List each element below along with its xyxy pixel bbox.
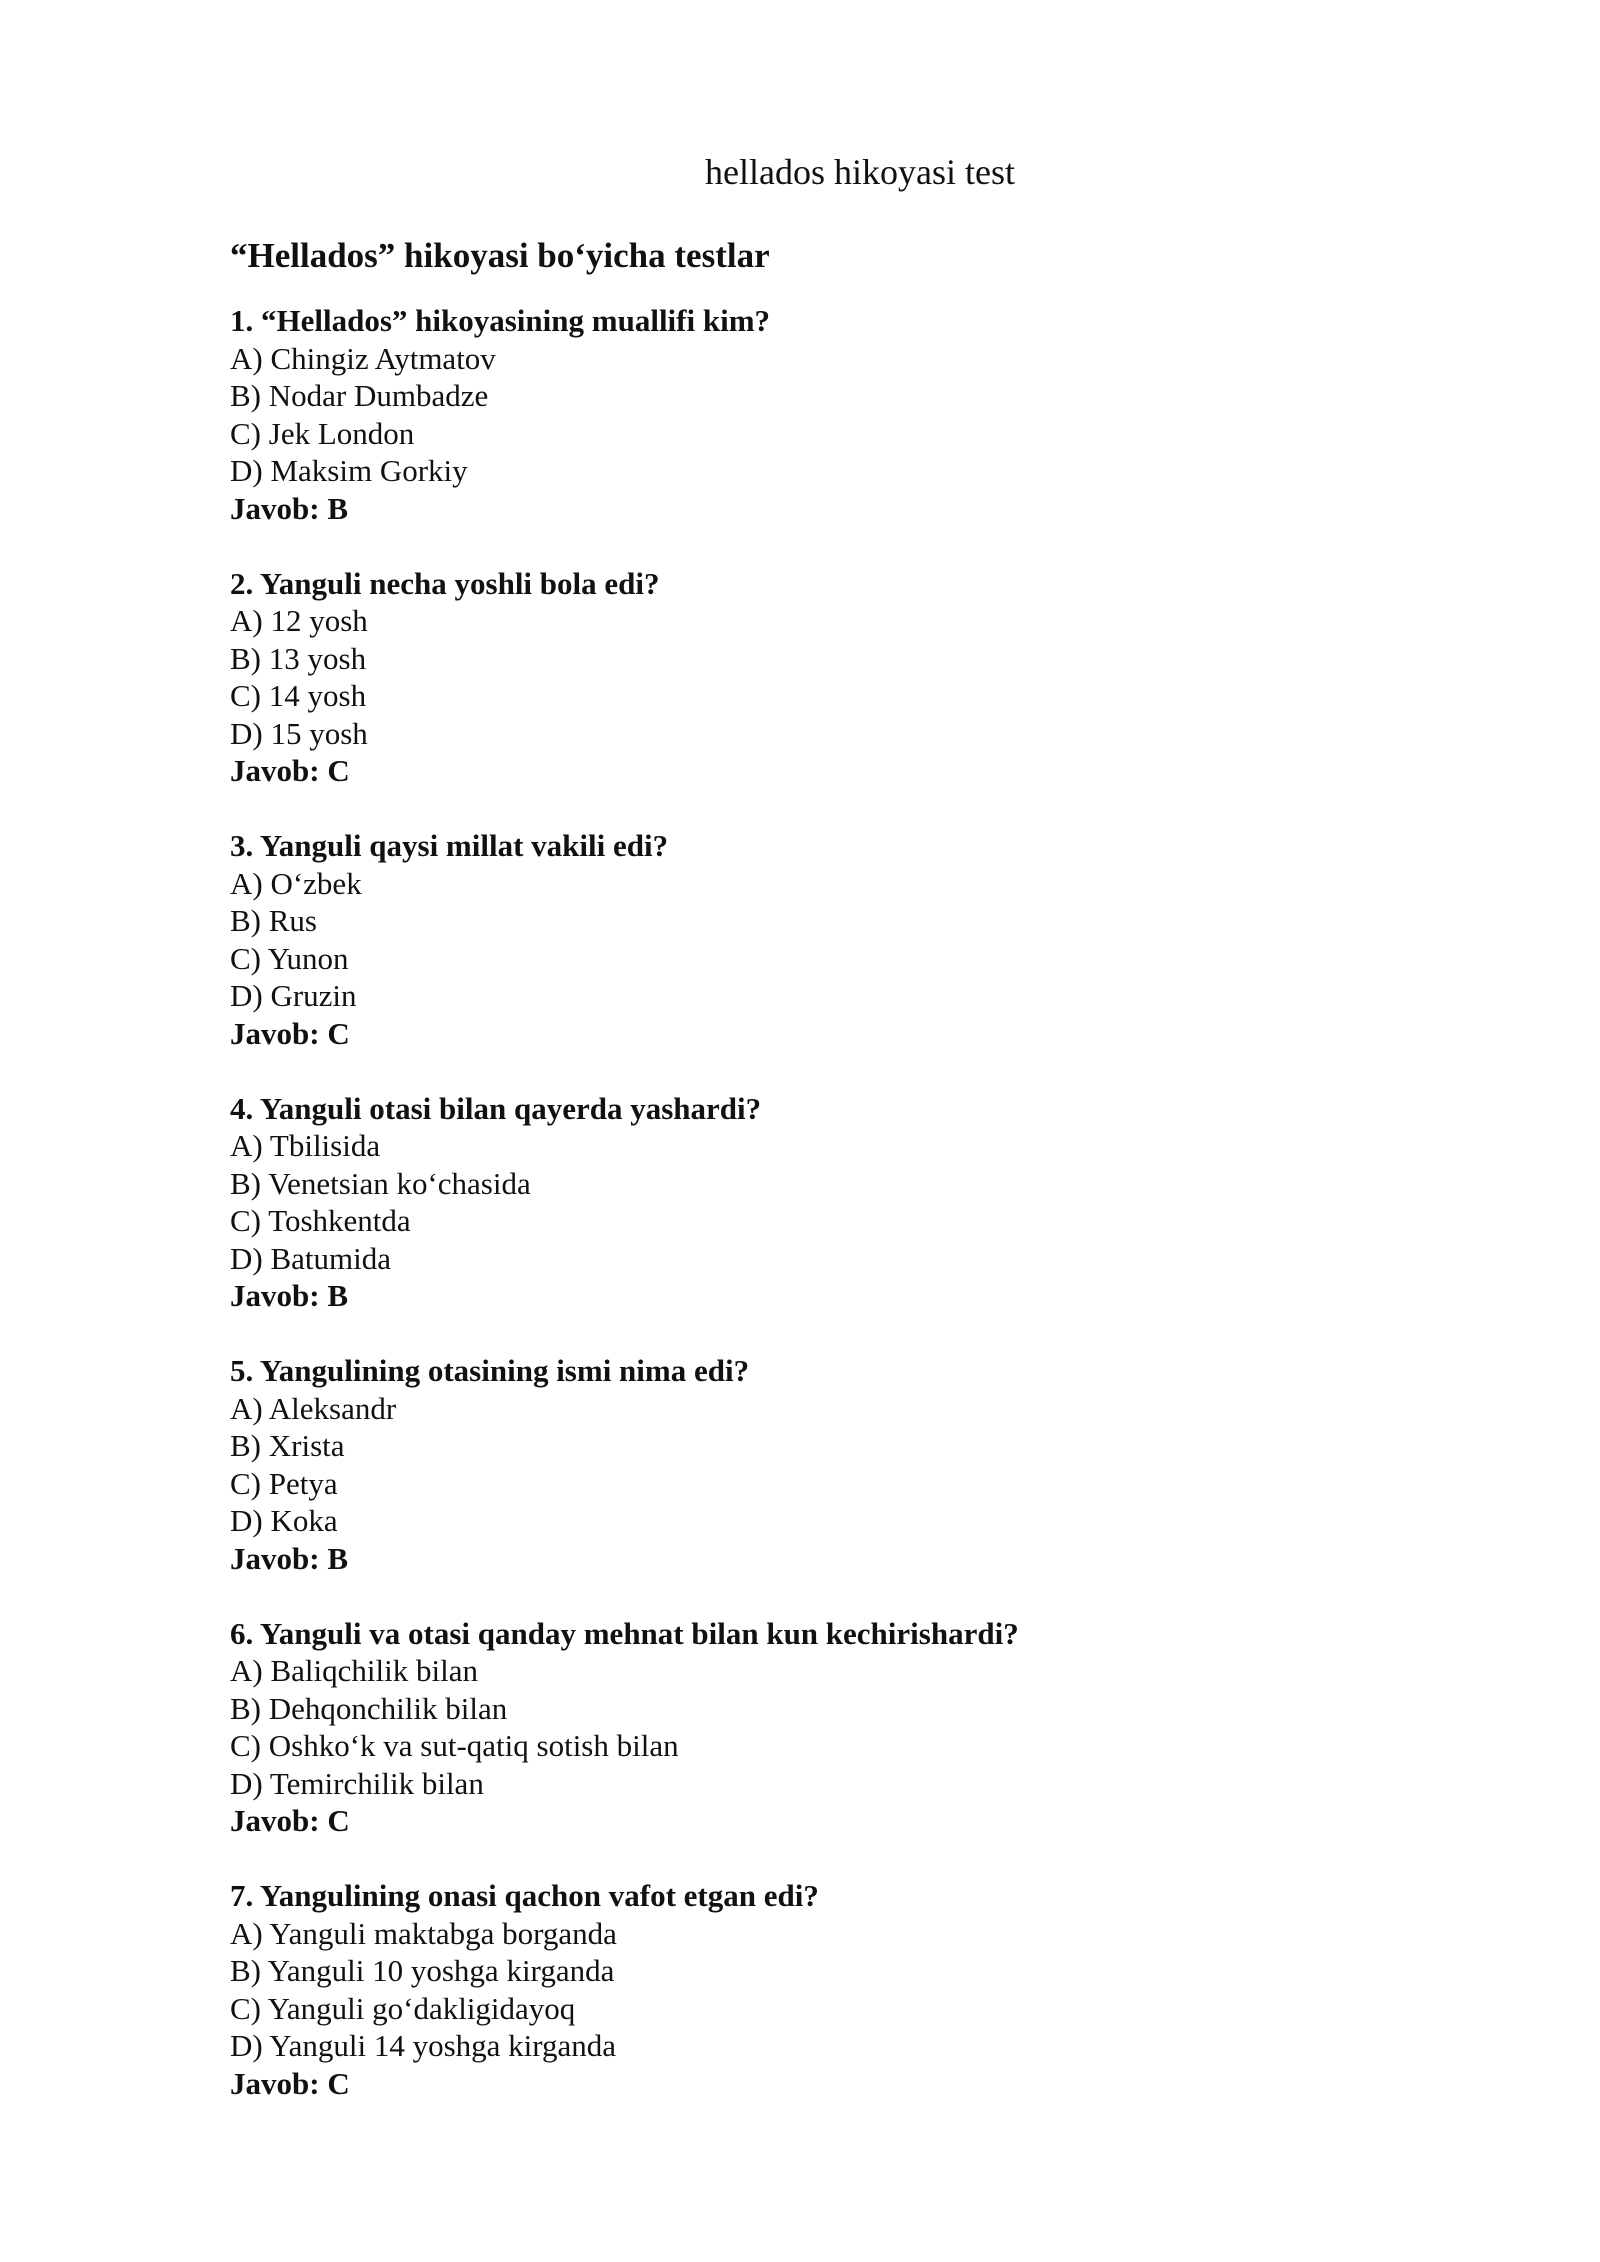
answer-letter: C <box>327 2065 350 2101</box>
answer-letter: B <box>327 1278 349 1313</box>
answer-label: Javob: <box>230 490 320 526</box>
question-block <box>230 302 1430 527</box>
answer-label: Javob: <box>230 1540 320 1576</box>
answer-option: C) Yunon <box>230 940 349 976</box>
answer-option: C) Yanguli go‘dakligidayoq <box>230 1990 576 2026</box>
answer-option: C) 14 yosh <box>230 678 367 713</box>
answer-option: D) Yanguli 14 yoshga kirganda <box>230 2028 617 2063</box>
answer-option: B) Nodar Dumbadze <box>230 378 489 413</box>
correct-answer <box>230 1277 1430 1315</box>
answer-option: A) Aleksandr <box>230 1390 397 1426</box>
question-text: 1. “Hellados” hikoyasining muallifi kim? <box>230 303 771 338</box>
answer-letter: C <box>327 753 350 788</box>
answer-option: A) Yanguli maktabga borganda <box>230 1915 617 1951</box>
answer-option: B) Dehqonchilik bilan <box>230 1690 508 1726</box>
question-block <box>230 565 1430 790</box>
question-block <box>230 1352 1430 1577</box>
answer-letter: B <box>327 1540 349 1576</box>
correct-answer <box>230 490 1430 528</box>
question-block <box>230 827 1430 1052</box>
question-text: 4. Yanguli otasi bilan qayerda yashardi? <box>230 1090 762 1126</box>
question-block <box>230 1877 1430 2102</box>
answer-option: A) O‘zbek <box>230 865 362 901</box>
answer-option: A) Chingiz Aytmatov <box>230 340 496 376</box>
correct-answer <box>230 2065 1430 2103</box>
question-block <box>230 1090 1430 1315</box>
answer-option: B) Yanguli 10 yoshga kirganda <box>230 1953 615 1988</box>
answer-option: B) 13 yosh <box>230 640 367 676</box>
answer-label: Javob: <box>230 1015 320 1051</box>
answer-option: D) Batumida <box>230 1240 391 1276</box>
answer-option: D) Temirchilik bilan <box>230 1765 484 1801</box>
question-text: 5. Yangulining otasining ismi nima edi? <box>230 1353 750 1388</box>
answer-option: D) Koka <box>230 1503 338 1538</box>
document-title: hellados hikoyasi test <box>705 152 1015 192</box>
answer-option: A) Baliqchilik bilan <box>230 1653 478 1688</box>
answer-letter: C <box>327 1015 350 1051</box>
answer-option: C) Oshko‘k va sut-qatiq sotish bilan <box>230 1728 679 1763</box>
correct-answer <box>230 1802 1430 1840</box>
answer-option: C) Petya <box>230 1465 338 1501</box>
page-heading: “Hellados” hikoyasi bo‘yicha testlar <box>230 236 770 275</box>
answer-option: C) Jek London <box>230 415 415 451</box>
answer-option: B) Venetsian ko‘chasida <box>230 1165 531 1201</box>
question-text: 7. Yangulining onasi qachon vafot etgan edi? <box>230 1878 819 1913</box>
questions-list <box>230 302 1430 2102</box>
correct-answer <box>230 1015 1430 1053</box>
answer-option: A) 12 yosh <box>230 603 368 638</box>
correct-answer <box>230 752 1430 790</box>
answer-option: D) 15 yosh <box>230 715 368 751</box>
question-text: 2. Yanguli necha yoshli bola edi? <box>230 565 660 601</box>
answer-label: Javob: <box>230 753 320 788</box>
question-text: 6. Yanguli va otasi qanday mehnat bilan kun kechirishardi? <box>230 1615 1019 1651</box>
document-body <box>230 232 1430 2140</box>
answer-label: Javob: <box>230 2065 320 2101</box>
answer-letter: B <box>327 490 349 526</box>
answer-option: D) Gruzin <box>230 978 357 1013</box>
question-block <box>230 1615 1430 1840</box>
answer-option: C) Toshkentda <box>230 1203 411 1238</box>
answer-label: Javob: <box>230 1278 320 1313</box>
answer-option: A) Tbilisida <box>230 1128 381 1163</box>
answer-option: D) Maksim Gorkiy <box>230 453 468 488</box>
answer-option: B) Xrista <box>230 1428 345 1463</box>
answer-letter: C <box>327 1803 350 1838</box>
answer-option: B) Rus <box>230 903 317 938</box>
question-text: 3. Yanguli qaysi millat vakili edi? <box>230 828 669 863</box>
correct-answer <box>230 1540 1430 1578</box>
answer-label: Javob: <box>230 1803 320 1838</box>
